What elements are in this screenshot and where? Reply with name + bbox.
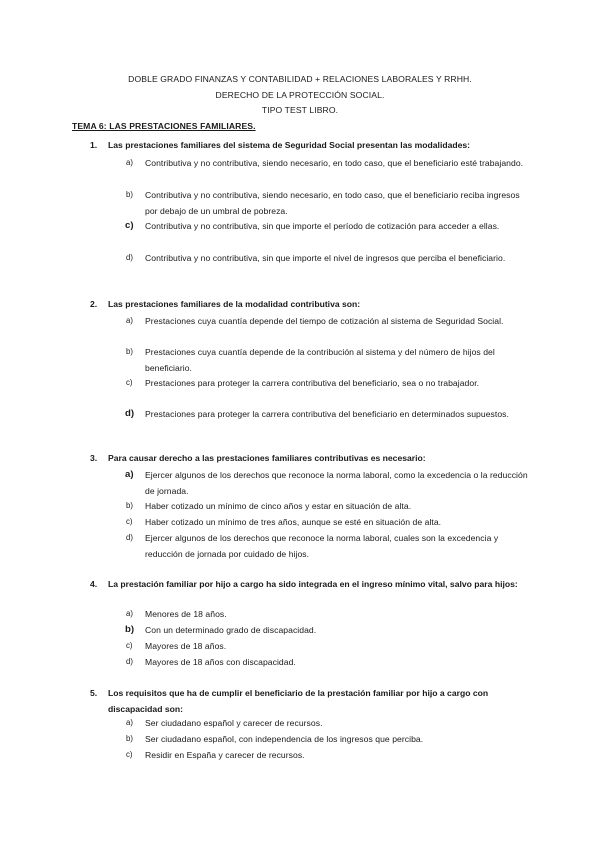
option-text: Con un determinado grado de discapacidad.	[145, 625, 317, 635]
option-letter: d)	[126, 657, 133, 666]
option-letter: b)	[126, 190, 133, 199]
document-header	[0, 72, 600, 119]
question-text: Los requisitos que ha de cumplir el beneficiario de la prestación familiar por hijo a cargo con discapacidad son:	[108, 688, 489, 714]
option-text: Ser ciudadano español, con independencia de los ingresos que perciba.	[145, 734, 424, 744]
option-letter: b)	[126, 347, 133, 356]
header-subject: DERECHO DE LA PROTECCIÓN SOCIAL.	[215, 89, 385, 100]
question-number: 4.	[90, 579, 98, 589]
option-text: Residir en España y carecer de recursos.	[145, 750, 305, 760]
option-letter: d)	[126, 533, 133, 542]
option-letter: a)	[125, 469, 134, 480]
option-text: Ejercer algunos de los derechos que reconoce la norma laboral, como la excedencia o la reducción de jornada.	[145, 470, 528, 496]
option-letter: c)	[126, 750, 133, 759]
option-letter: a)	[126, 718, 133, 727]
option-letter: a)	[126, 609, 133, 618]
option-text: Contributiva y no contributiva, siendo necesario, en todo caso, que el beneficiario esté trabajando.	[145, 158, 524, 168]
option-text: Contributiva y no contributiva, sin que importe el período de cotización para acceder a ellas.	[145, 221, 500, 231]
option-letter: d)	[126, 253, 133, 262]
option-text: Ejercer algunos de los derechos que reconoce la norma laboral, cuales son la excedencia y reducción de jornada por cuidado de hijos.	[145, 533, 499, 559]
question-number: 2.	[90, 299, 98, 309]
option-text: Prestaciones para proteger la carrera contributiva del beneficiario en determinados supuestos.	[145, 409, 509, 419]
topic-title: TEMA 6: LAS PRESTACIONES FAMILIARES.	[72, 121, 256, 131]
question-text: La prestación familiar por hijo a cargo ha sido integrada en el ingreso mínimo vital, salvo para hijos:	[108, 579, 518, 589]
option-text: Prestaciones para proteger la carrera contributiva del beneficiario, sea o no trabajador.	[145, 378, 480, 388]
question-text: Las prestaciones familiares de la modalidad contributiva son:	[108, 299, 361, 309]
option-letter: c)	[126, 641, 133, 650]
option-letter: d)	[125, 408, 135, 419]
option-letter: c)	[125, 220, 134, 231]
option-letter: c)	[126, 378, 133, 387]
option-letter: b)	[126, 734, 133, 743]
option-letter: b)	[125, 624, 135, 635]
question-number: 3.	[90, 453, 98, 463]
header-degree: DOBLE GRADO FINANZAS Y CONTABILIDAD + RELACIONES LABORALES Y RRHH.	[128, 74, 472, 84]
option-text: Contributiva y no contributiva, siendo necesario, en todo caso, que el beneficiario reciba ingresos por debajo de un umbral de pobreza.	[145, 190, 520, 216]
option-text: Haber cotizado un mínimo de tres años, aunque se esté en situación de alta.	[145, 517, 442, 527]
option-text: Prestaciones cuya cuantía depende del tiempo de cotización al sistema de Seguridad Social.	[145, 316, 504, 326]
option-text: Ser ciudadano español y carecer de recursos.	[145, 718, 323, 728]
option-letter: c)	[126, 517, 133, 526]
option-text: Haber cotizado un mínimo de cinco años y estar en situación de alta.	[145, 501, 412, 511]
option-letter: b)	[126, 501, 133, 510]
header-test-type: TIPO TEST LIBRO.	[261, 105, 339, 116]
option-text: Menores de 18 años.	[145, 609, 227, 619]
option-letter: a)	[126, 316, 133, 325]
question-number: 1.	[90, 140, 98, 150]
question-text: Para causar derecho a las prestaciones familiares contributivas es necesario:	[108, 453, 426, 463]
option-text: Mayores de 18 años con discapacidad.	[145, 657, 296, 667]
question-text: Las prestaciones familiares del sistema de Seguridad Social presentan las modalidades:	[108, 140, 471, 150]
question-number: 5.	[90, 688, 98, 698]
option-text: Prestaciones cuya cuantía depende de la contribución al sistema y del número de hijos del beneficiario.	[145, 347, 495, 373]
option-text: Mayores de 18 años.	[145, 641, 227, 651]
option-letter: a)	[126, 158, 133, 167]
option-text: Contributiva y no contributiva, sin que importe el nivel de ingresos que perciba el beneficiario.	[145, 253, 506, 263]
